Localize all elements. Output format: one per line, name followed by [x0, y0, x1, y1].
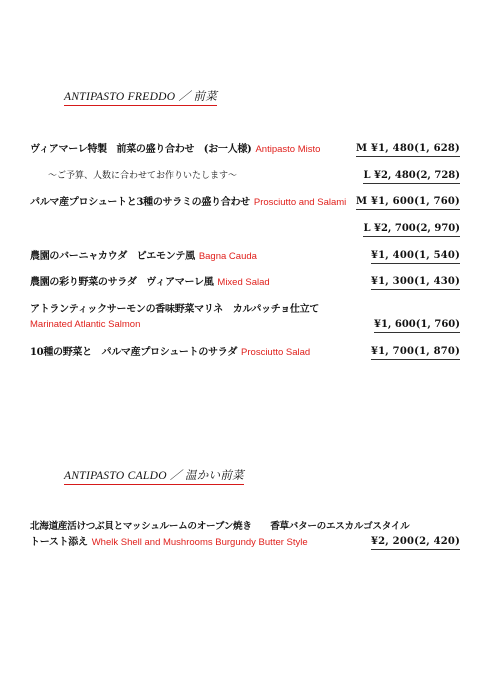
item-price: M ¥1, 480(1, 628) [356, 142, 460, 157]
item-name-en: Antipasto Misto [255, 144, 321, 155]
item-price: ¥1, 400(1, 540) [371, 249, 460, 264]
item-name-en: Bagna Cauda [198, 251, 257, 262]
item-price: M ¥1, 600(1, 760) [356, 195, 460, 210]
item-name-en: Mixed Salad [217, 277, 270, 288]
item-name-en: Prosciutto Salad [241, 347, 311, 358]
menu-item-whelk-shell [30, 535, 460, 551]
item-price: ¥2, 200(2, 420) [371, 535, 460, 550]
item-name-jp-whelk: 北海道産活けつぶ貝とマッシュルームのオーブン焼き 香草バターのエスカルゴスタイル [30, 521, 410, 532]
item-price-large: L ¥2, 700(2, 970) [363, 222, 460, 237]
menu-item-prosciutto-salami [30, 195, 460, 211]
item-price: ¥1, 700(1, 870) [371, 345, 460, 360]
item-name-jp-line2: トースト添え [30, 537, 88, 548]
menu-item-antipasto-misto [30, 142, 460, 158]
item-name-en: Prosciutto and Salami [253, 197, 347, 208]
item-name-jp: 10種の野菜と パルマ産プロシュートのサラダ [30, 347, 238, 358]
section-title-antipasto-freddo: ANTIPASTO FREDDO ／ 前菜 [64, 88, 217, 106]
item-name-en-salmon: Marinated Atlantic Salmon [30, 319, 141, 330]
item-price: ¥1, 300(1, 430) [371, 275, 460, 290]
menu-note: ～ご予算、人数に合わせてお作りいたします～ [48, 171, 238, 181]
item-name-en: Whelk Shell and Mushrooms Burgundy Butter Style [91, 537, 308, 548]
section-title-antipasto-caldo: ANTIPASTO CALDO ／ 温かい前菜 [64, 467, 244, 485]
item-name-jp: 農園の彩り野菜のサラダ ヴィアマーレ風 [30, 277, 214, 288]
item-name-jp: 農園のバーニャカウダ ピエモンテ風 [30, 251, 195, 262]
item-name-jp: パルマ産プロシュートと3種のサラミの盛り合わせ [30, 197, 250, 208]
item-name-jp-salmon: アトランティックサーモンの香味野菜マリネ カルパッチョ仕立て [30, 304, 319, 315]
item-price-salmon: ¥1, 600(1, 760) [374, 318, 460, 333]
menu-item-prosciutto-salad [30, 345, 460, 361]
item-price-large: L ¥2, 480(2, 728) [363, 169, 460, 184]
menu-item-bagna-cauda [30, 249, 460, 265]
item-name-jp: ヴィアマーレ特製 前菜の盛り合わせ (お一人様) [30, 144, 252, 155]
menu-item-mixed-salad [30, 275, 460, 291]
